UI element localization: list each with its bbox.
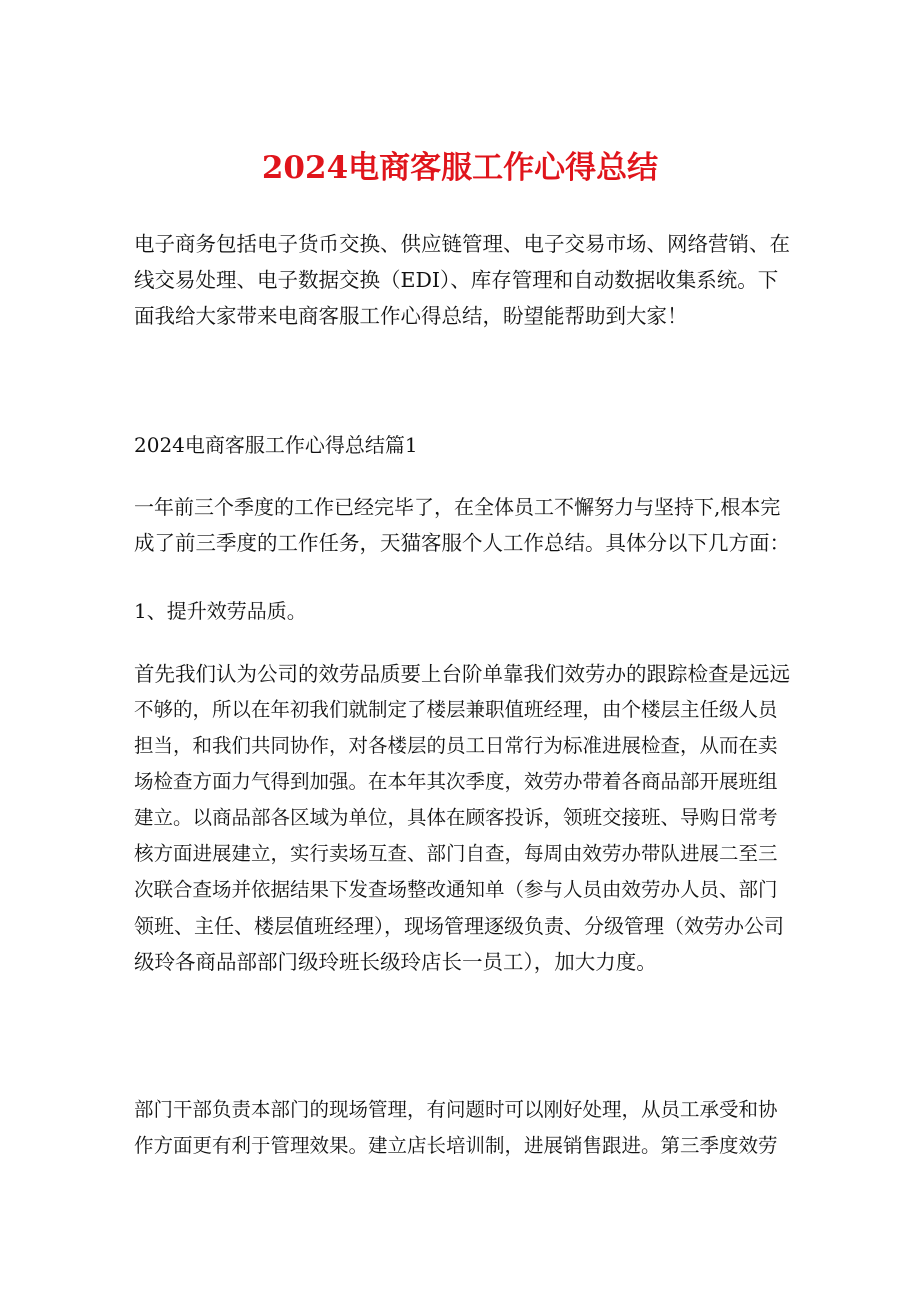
intro-line: 电子商务包括电子货币交换、供应链管理、电子交易市场、网络营销、在 — [134, 232, 790, 256]
paragraph-line: 一年前三个季度的工作已经完毕了，在全体员工不懈努力与坚持下,根本完 — [134, 495, 781, 519]
intro-line: 面我给大家带来电商客服工作心得总结，盼望能帮助到大家！ — [134, 304, 688, 328]
item-heading-1: 1、提升效劳品质。 — [134, 599, 307, 623]
paragraph-line: 建立。以商品部各区域为单位，具体在顾客投诉，领班交接班、导购日常考 — [134, 806, 778, 829]
paragraph-2 — [134, 656, 792, 980]
paragraph-line: 首先我们认为公司的效劳品质要上台阶单靠我们效劳办的跟踪检查是远远 — [134, 662, 790, 686]
paragraph-line: 不够的，所以在年初我们就制定了楼层兼职值班经理，由个楼层主任级人员 — [134, 698, 778, 721]
intro-paragraph — [134, 226, 792, 334]
paragraph-1 — [134, 489, 792, 561]
paragraph-line: 作方面更有利于管理效果。建立店长培训制，进展销售跟进。第三季度效劳 — [134, 1134, 778, 1157]
paragraph-line: 次联合查场并依据结果下发查场整改通知单（参与人员由效劳办人员、部门 — [134, 878, 778, 901]
paragraph-line: 级玲各商品部部门级玲班长级玲店长一员工），加大力度。 — [134, 950, 657, 974]
paragraph-line: 成了前三季度的工作任务，天猫客服个人工作总结。具体分以下几方面： — [134, 531, 790, 555]
paragraph-line: 领班、主任、楼层值班经理），现场管理逐级负责、分级管理（效劳办公司 — [134, 914, 784, 938]
paragraph-line: 核方面进展建立，实行卖场互查、部门自查，每周由效劳办带队进展二至三 — [134, 842, 778, 865]
paragraph-line: 担当，和我们共同协作，对各楼层的员工日常行为标准进展检查，从而在卖 — [134, 734, 778, 757]
section-heading: 2024电商客服工作心得总结篇1 — [134, 433, 418, 457]
document-title: 2024电商客服工作心得总结 — [261, 150, 659, 186]
paragraph-line: 部门干部负责本部门的现场管理，有问题时可以刚好处理，从员工承受和协 — [134, 1098, 778, 1121]
intro-line: 线交易处理、电子数据交换（EDI）、库存管理和自动数据收集系统。下 — [134, 268, 779, 292]
paragraph-3 — [134, 1092, 792, 1164]
paragraph-line: 场检查方面力气得到加强。在本年其次季度，效劳办带着各商品部开展班组 — [134, 770, 778, 793]
